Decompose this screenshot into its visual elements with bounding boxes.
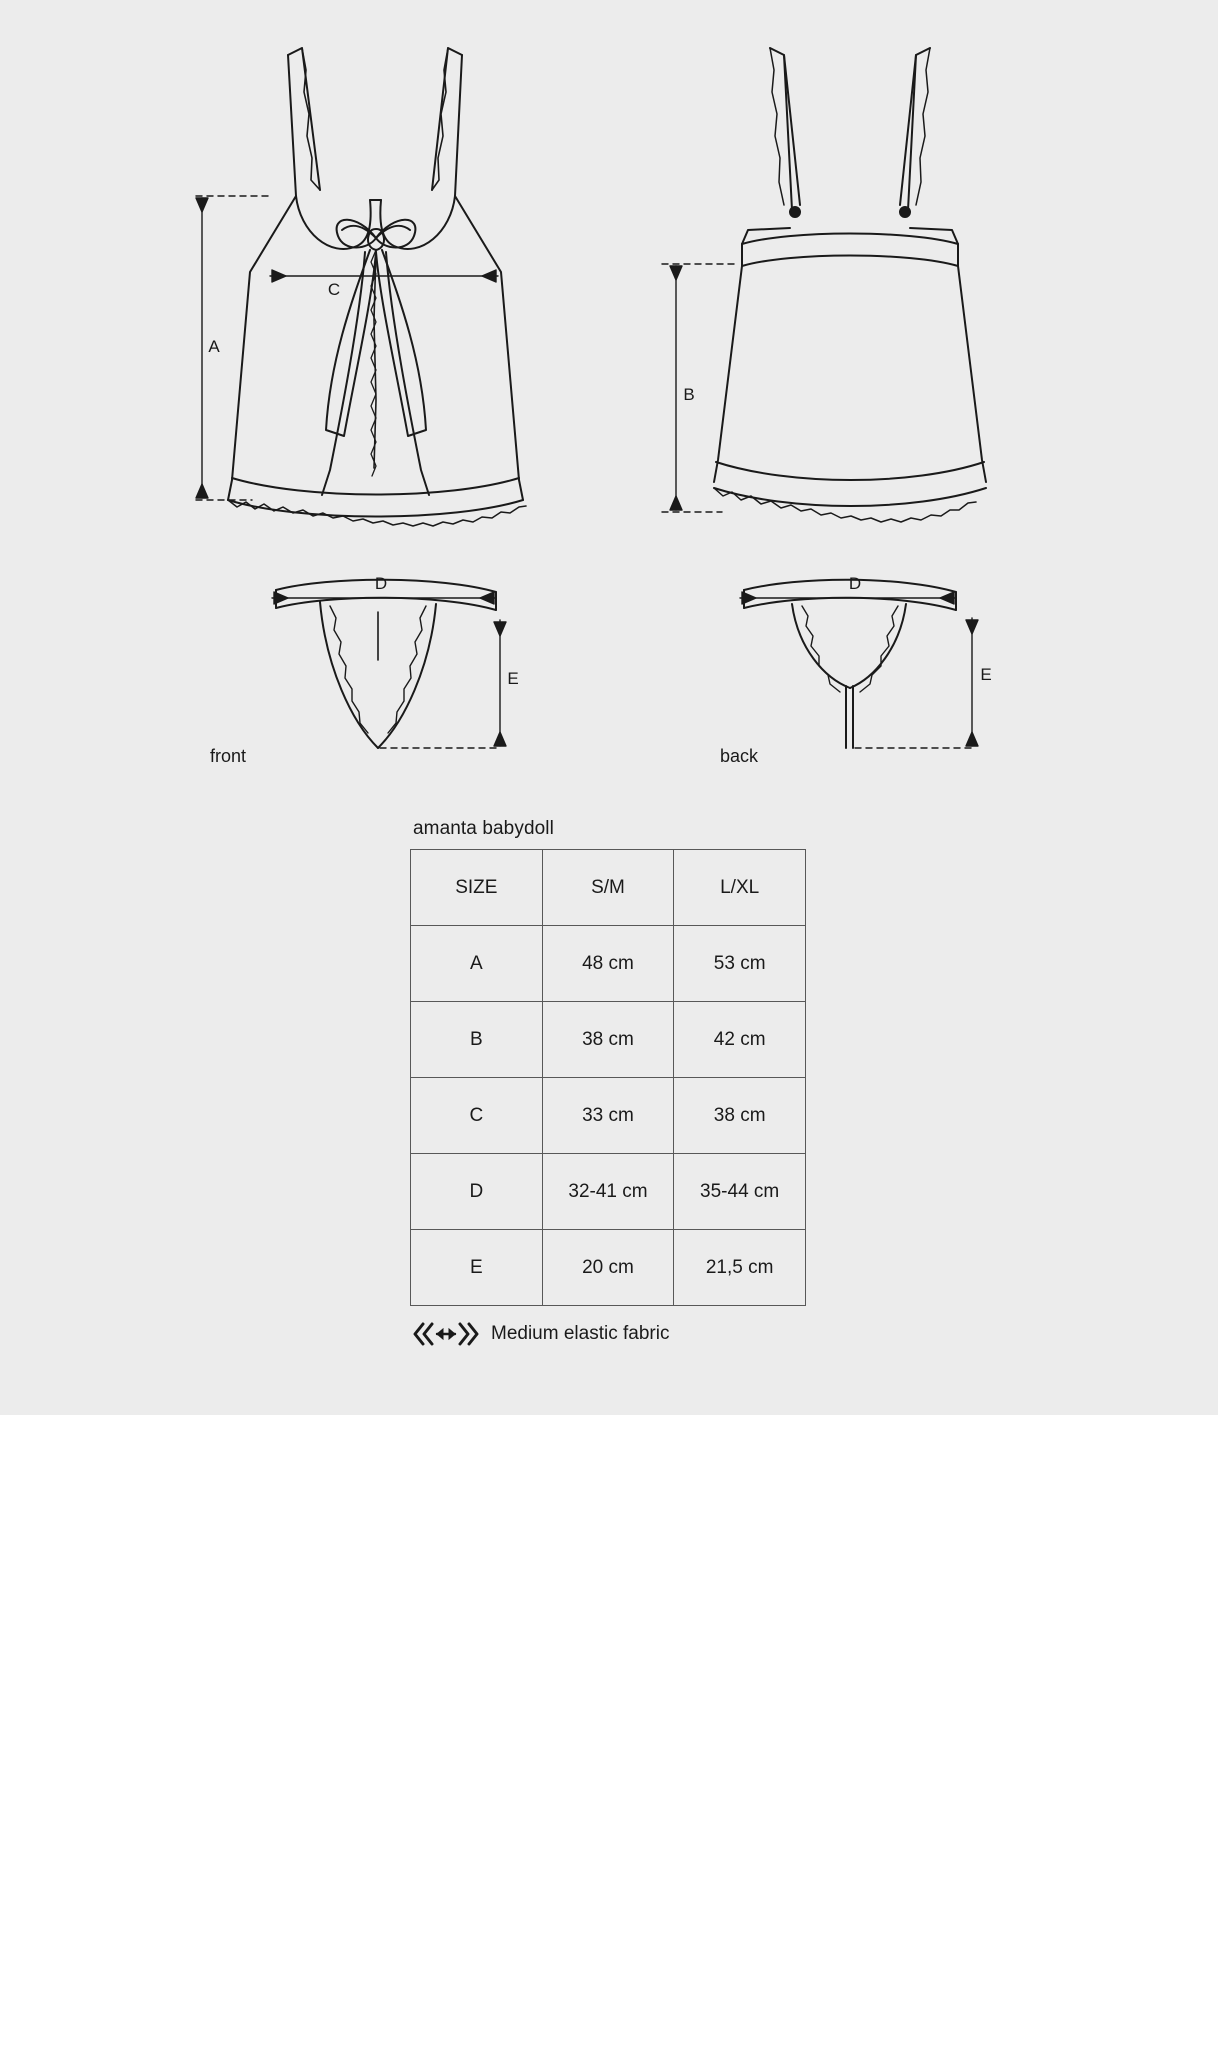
- table-header-lxl: L/XL: [674, 850, 806, 926]
- row-lxl-value: 53 cm: [674, 926, 806, 1002]
- view-label-back: back: [720, 746, 759, 766]
- table-row: [411, 1078, 806, 1154]
- label-c: C: [327, 280, 341, 299]
- row-lxl-value: 21,5 cm: [674, 1230, 806, 1306]
- row-lxl-value: 42 cm: [674, 1002, 806, 1078]
- back-babydoll-illustration: [662, 48, 986, 522]
- table-row: [411, 1154, 806, 1230]
- row-code: B: [411, 1002, 543, 1078]
- page-white-area: [0, 1415, 1218, 2048]
- front-thong-illustration: [272, 580, 506, 748]
- view-label-front: front: [210, 746, 247, 766]
- table-header-sm: S/M: [542, 850, 674, 926]
- row-sm-value: 32-41 cm: [542, 1154, 674, 1230]
- fabric-note: [413, 1322, 830, 1346]
- row-code: C: [411, 1078, 543, 1154]
- label-d-front: D: [374, 574, 388, 593]
- label-a: A: [208, 337, 220, 356]
- size-chart-block: [410, 818, 830, 1346]
- dimension-e-front: [380, 620, 506, 748]
- product-title: amanta babydoll: [413, 818, 554, 839]
- row-sm-value: 48 cm: [542, 926, 674, 1002]
- row-lxl-value: 35-44 cm: [674, 1154, 806, 1230]
- table-header-size: SIZE: [411, 850, 543, 926]
- row-code: E: [411, 1230, 543, 1306]
- dimension-e-back: [855, 618, 978, 748]
- back-thong-illustration: [740, 580, 978, 748]
- table-header-row: [411, 850, 806, 926]
- table-row: [411, 1002, 806, 1078]
- row-lxl-value: 38 cm: [674, 1078, 806, 1154]
- row-sm-value: 33 cm: [542, 1078, 674, 1154]
- size-table: [410, 849, 806, 1306]
- label-e-front: E: [507, 669, 519, 688]
- front-babydoll-illustration: [196, 48, 526, 526]
- row-code: A: [411, 926, 543, 1002]
- double-arrow-stretch-icon: [413, 1322, 479, 1346]
- row-sm-value: 38 cm: [542, 1002, 674, 1078]
- dimension-c: [270, 270, 498, 282]
- technical-drawing: [0, 0, 1218, 800]
- fabric-label: Medium elastic fabric: [491, 1323, 670, 1344]
- dimension-a: [196, 196, 270, 500]
- table-row: [411, 1230, 806, 1306]
- row-code: D: [411, 1154, 543, 1230]
- label-d-back: D: [848, 574, 862, 593]
- label-e-back: E: [980, 665, 992, 684]
- label-b: B: [683, 385, 695, 404]
- row-sm-value: 20 cm: [542, 1230, 674, 1306]
- table-row: [411, 926, 806, 1002]
